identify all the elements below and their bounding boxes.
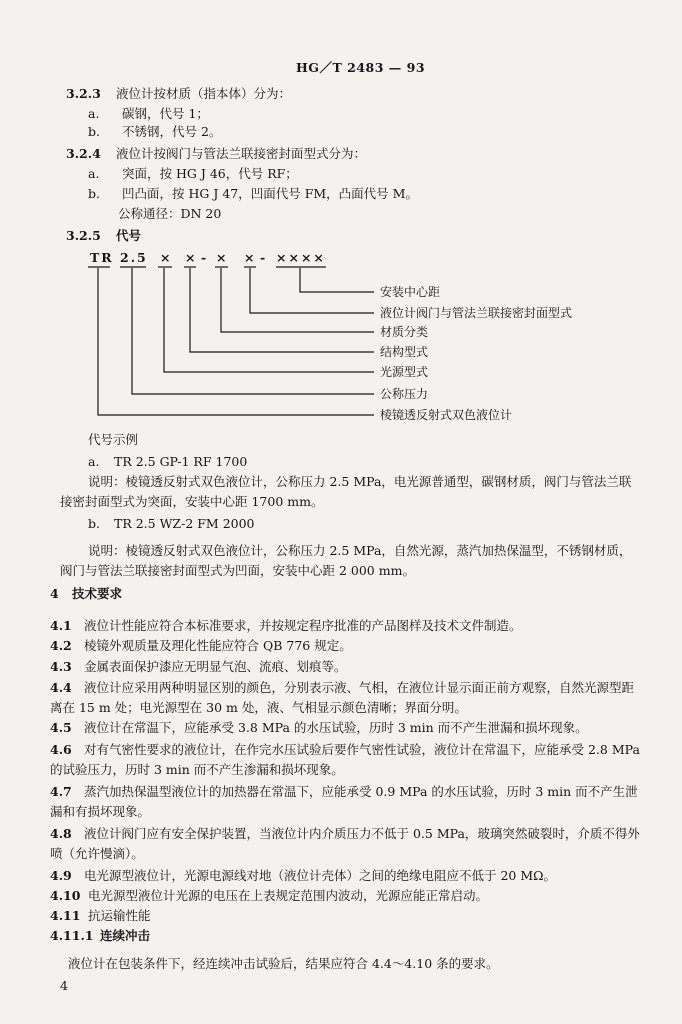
list-item: 碳钢，代号 1； [122,106,209,121]
section-number: 4 [50,586,59,601]
code-part-pressure: 2.5 [120,250,148,265]
list-marker: b. [88,516,100,531]
clause-number: 4.3 [50,659,72,674]
code-part-structure: × [185,250,198,265]
clause-text: 液位计应采用两种明显区别的颜色，分别表示液、气相，在液位计显示面正前方观察，自然光源型距离在 15 m 处；电光源型在 30 m 处，液、气相显示颜色清晰；界面分明。 [50,680,635,715]
code-part-material: × [216,250,229,265]
example-description: 说明：棱镜透反射式双色液位计，公称压力 2.5 MPa，电光源普通型，碳钢材质，阀门与管法兰联接密封面型式为突面，安装中心距 1700 mm。 [60,474,632,509]
clause-number: 3.2.4 [66,146,101,161]
clause-number: 4.2 [50,638,72,653]
standard-number-header: HG／T 2483 — 93 [296,60,426,75]
list-marker: a. [88,106,100,121]
code-label-product: 棱镜透反射式双色液位计 [380,408,513,422]
clause-text: 连续冲击 [100,928,151,943]
clause-number: 3.2.3 [66,86,101,101]
clause-title: 代号 [116,228,142,243]
code-label-material: 材质分类 [380,325,429,339]
clause-number: 4.10 [50,888,81,903]
code-label-light: 光源型式 [380,365,429,379]
code-label-structure: 结构型式 [380,345,429,359]
code-label-distance: 安装中心距 [380,285,441,299]
list-marker: a. [88,454,100,469]
clause-text: 液位计阀门应有安全保护装置，当液位计内介质压力不低于 0.5 MPa，玻璃突然破裂时，介质不得外喷（允许慢滴）。 [50,826,640,861]
section-title: 技术要求 [72,586,123,601]
code-part-flange: × [244,250,257,265]
list-marker: b. [88,186,100,201]
clause-text: 抗运输性能 [88,908,151,923]
clause-text: 金属表面保护漆应无明显气泡、流痕、划痕等。 [84,659,347,674]
clause-text: 蒸汽加热保温型液位计的加热器在常温下，应能承受 0.9 MPa 的水压试验，历时 3 min 而不产生泄漏和有损坏现象。 [50,784,638,819]
clause-text: 电光源型液位计，光源电源线对地（液位计壳体）之间的绝缘电阻应不低于 20 MΩ。 [84,868,557,883]
clause-number: 4.4 [50,680,72,695]
clause-text: 电光源型液位计光源的电压在上表规定范围内波动，光源应能正常启动。 [88,888,489,903]
clause-number: 4.6 [50,742,72,757]
list-item: 突面，按 HG J 46，代号 RF； [122,166,298,181]
page-number: 4 [60,978,68,993]
code-label-flange: 液位计阀门与管法兰联接密封面型式 [380,306,573,320]
clause-number: 4.7 [50,784,72,799]
code-dash: - [260,250,268,265]
list-marker: b. [88,124,100,139]
clause-number: 4.5 [50,720,72,735]
clause-text: 液位计按材质（指本体）分为： [116,86,292,101]
clause-number: 4.9 [50,868,72,883]
example-description: 说明：棱镜透反射式双色液位计，公称压力 2.5 MPa，自然光源，蒸汽加热保温型，不锈钢材质，阀门与管法兰联接密封面型式为凹面，安装中心距 2 000 mm。 [60,543,632,578]
code-label-pressure: 公称压力 [380,387,429,401]
example-code: TR 2.5 GP-1 RF 1700 [114,454,248,469]
list-item: 不锈钢，代号 2。 [122,124,222,139]
code-part-tr: TR [90,250,114,265]
final-paragraph: 液位计在包装条件下，经连续冲击试验后，结果应符合 4.4～4.10 条的要求。 [68,956,499,971]
clause-number: 4.11 [50,908,81,923]
nominal-diameter: 公称通径：DN 20 [118,206,222,221]
clause-text: 液位计性能应符合本标准要求，并按规定程序批准的产品图样及技术文件制造。 [84,618,522,633]
clause-number: 4.8 [50,826,72,841]
code-leader-lines [0,0,682,440]
clause-text: 对有气密性要求的液位计，在作完水压试验后要作气密性试验，液位计在常温下，应能承受 2.8 MPa 的试验压力，历时 3 min 而不产生渗漏和损坏现象。 [50,742,640,777]
clause-text: 棱镜外观质量及理化性能应符合 QB 776 规定。 [84,638,352,653]
code-part-light: × [160,250,173,265]
code-dash: - [201,250,209,265]
examples-title: 代号示例 [88,432,139,447]
code-part-distance: ×××× [276,250,326,265]
clause-text: 液位计在常温下，应能承受 3.8 MPa 的水压试验，历时 3 min 而不产生泄漏和损坏现象。 [84,720,588,735]
list-item: 凹凸面，按 HG J 47，凹面代号 FM，凸面代号 M。 [122,186,418,201]
example-code: TR 2.5 WZ-2 FM 2000 [114,516,255,531]
clause-number: 4.11.1 [50,928,94,943]
clause-text: 液位计按阀门与管法兰联接密封面型式分为： [116,146,367,161]
list-marker: a. [88,166,100,181]
clause-number: 3.2.5 [66,228,101,243]
clause-number: 4.1 [50,618,72,633]
